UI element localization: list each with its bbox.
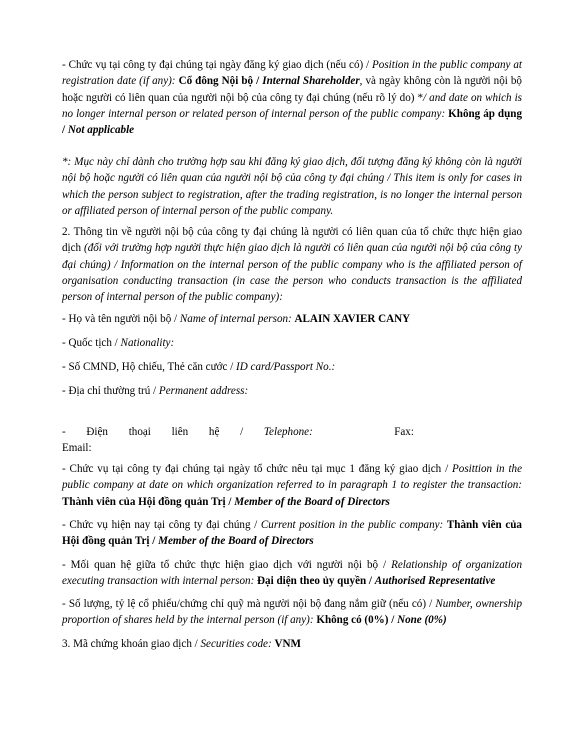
position-at-registration-paragraph: - Chức vụ tại công ty đại chúng tại ngày đăng ký giao dịch (nếu có) / Position in the public company at registration date (if any): Cổ đông Nội bộ / Internal Shareholder, và ngày không còn là người nội bộ hoặc người có liên quan của người nội bộ của công ty đại chúng (nếu rõ lý do) */ and date on which is no longer internal person or related person of internal person of the public company: Không áp dụng / Not applicable bbox=[62, 59, 522, 137]
internal-person-name-line: - Họ và tên người nội bộ / Name of internal person: ALAIN XAVIER CANY bbox=[62, 313, 411, 325]
position-at-org-registration-paragraph: - Chức vụ tại công ty đại chúng tại ngày tổ chức nêu tại mục 1 đăng ký giao dịch / Posittion in the public company at date on which organization referred to in paragraph 1 to register the transaction: Thành viên của Hội đồng quản Trị / Member of the Board of Directors bbox=[62, 463, 522, 508]
nationality-line: - Quốc tịch / Nationality: bbox=[62, 337, 175, 349]
footnote-paragraph: *: Mục này chỉ dành cho trường hợp sau khi đăng ký giao dịch, đối tượng đăng ký không còn là người nội bộ hoặc người có liên quan của người nội bộ của công ty đại chúng / This item is only for cases in which the person subject to registration, after the trading registration, is no longer the internal person or affiliated person of internal person of the public company. bbox=[62, 156, 522, 217]
section-2-heading-paragraph: 2. Thông tin về người nội bộ của công ty đại chúng là người có liên quan của tổ chức thực hiện giao dịch (đối với trường hợp người thực hiện giao dịch là người có liên quan của người nội bộ của công ty đại chúng) / Information on the internal person of the public company who is the affiliated person of organisation conducting transaction (in case the person who conducts transaction is the affiliated person of internal person of the public company): bbox=[62, 226, 522, 304]
telephone-fax-email-block bbox=[62, 424, 522, 457]
current-position-paragraph: - Chức vụ hiện nay tại công ty đại chúng / Current position in the public company: Thành viên của Hội đồng quản Trị / Member of the Board of Directors bbox=[62, 519, 522, 548]
email-line: Email: bbox=[62, 442, 92, 455]
relationship-paragraph: - Mối quan hệ giữa tổ chức thực hiện giao dịch với người nội bộ / Relationship of organization executing transaction with internal person: Đại diện theo ủy quyền / Authorised Representative bbox=[62, 559, 523, 588]
shares-held-paragraph: - Số lượng, tỷ lệ cổ phiếu/chứng chỉ quỹ mà người nội bộ đang nắm giữ (nếu có) / Number, ownership proportion of shares held by the internal person (if any): Không có (0%) / None (0%) bbox=[62, 598, 523, 627]
id-card-line: - Số CMND, Hộ chiếu, Thẻ căn cước / ID card/Passport No.: bbox=[62, 361, 336, 373]
securities-code-line: 3. Mã chứng khoán giao dịch / Securities code: VNM bbox=[62, 638, 301, 650]
permanent-address-line: - Địa chỉ thường trú / Permanent address: bbox=[62, 385, 249, 397]
telephone-fax-line: - Điện thoại liên hệ / Telephone: Fax: bbox=[62, 426, 414, 438]
